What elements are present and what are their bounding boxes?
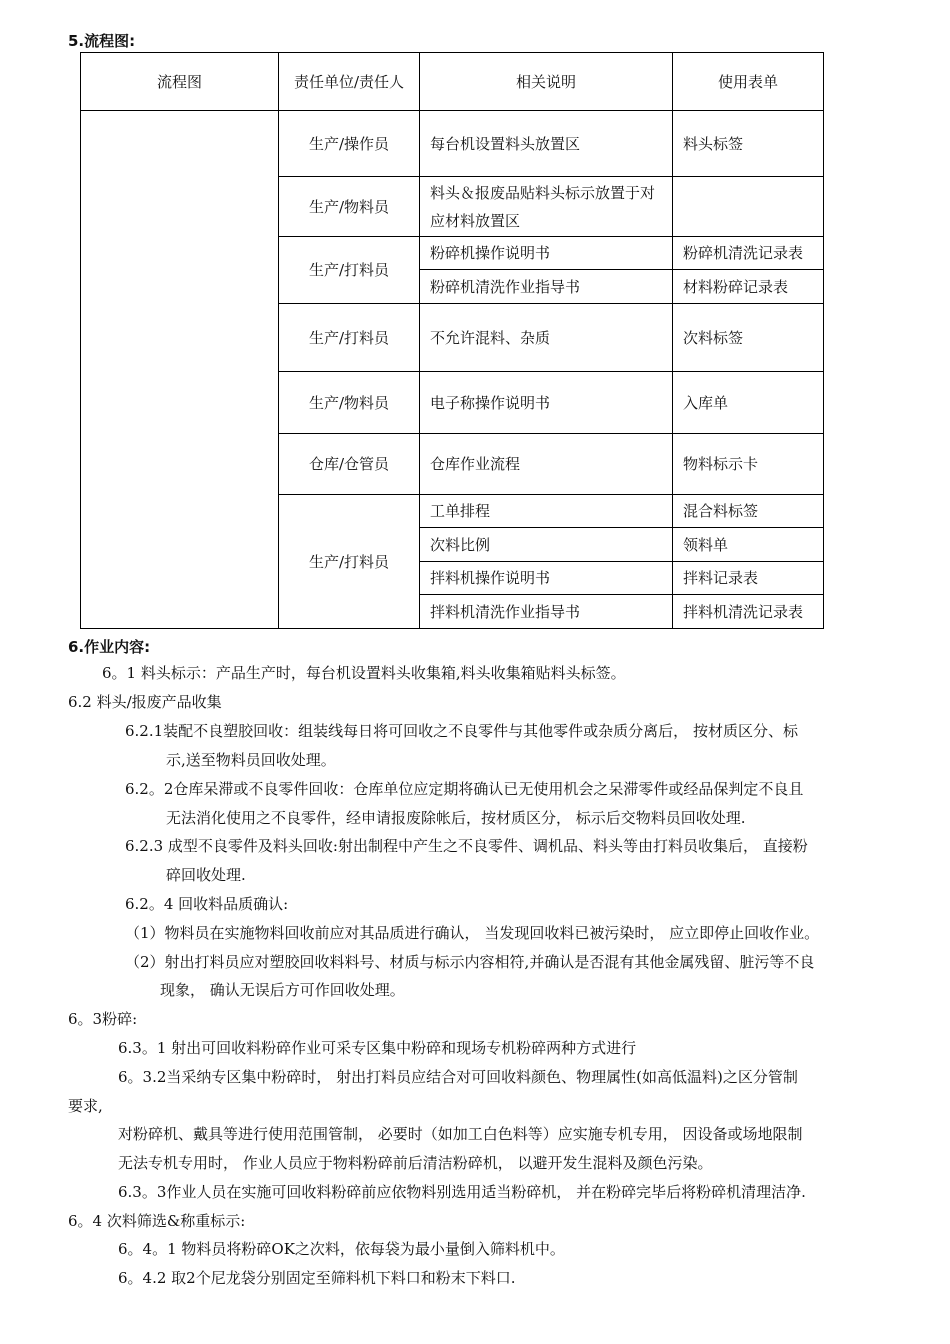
desc-cell: 料头＆报废品贴料头标示放置于对应材料放置区	[420, 177, 673, 237]
desc-cell: 粉碎机清洗作业指导书	[420, 270, 673, 304]
form-cell: 拌料机清洗记录表	[673, 595, 824, 629]
heading-6-3: 6。3粉碎:	[68, 1010, 138, 1028]
desc-cell: 不允许混料、杂质	[420, 304, 673, 372]
paragraph-6-3-2-cont-2: 对粉碎机、戴具等进行使用范围管制， 必要时（如加工白色料等）应实施专机专用， 因设备或场地限制	[118, 1125, 803, 1143]
paragraph-6-3-2-cont-3: 无法专机专用时， 作业人员应于物料粉碎前后清洁粉碎机， 以避开发生混料及颜色污染。	[118, 1154, 713, 1172]
header-responsible: 责任单位/责任人	[279, 53, 420, 111]
paragraph-6-2-4: 6.2。4 回收料品质确认:	[125, 895, 289, 913]
paragraph-6-2-3: 6.2.3 成型不良零件及料头回收:射出制程中产生之不良零件、调机品、料头等由打料员收集后， 直接粉	[125, 837, 808, 855]
header-forms: 使用表单	[673, 53, 824, 111]
paragraph-6-2-1-cont: 示,送至物料员回收处理。	[166, 751, 336, 769]
paragraph-6-3-2-cont-1: 要求,	[68, 1097, 103, 1115]
paragraph-6-2-4-item-1: （1）物料员在实施物料回收前应对其品质进行确认， 当发现回收料已被污染时， 应立即停止回收作业。	[125, 924, 820, 942]
paragraph-6-4-2: 6。4.2 取2个尼龙袋分别固定至筛料机下料口和粉末下料口.	[118, 1269, 516, 1287]
paragraph-6-2-3-cont: 碎回收处理.	[166, 866, 246, 884]
paragraph-6-2-4-item-2-cont: 现象， 确认无误后方可作回收处理。	[160, 981, 405, 999]
paragraph-6-2-2-cont: 无法消化使用之不良零件，经申请报废除帐后，按材质区分， 标示后交物料员回收处理.	[166, 809, 746, 827]
paragraph-6-3-3: 6.3。3作业人员在实施可回收料粉碎前应依物料别选用适当粉碎机， 并在粉碎完毕后将粉碎机清理洁净.	[118, 1183, 806, 1201]
paragraph-6-2-2: 6.2。2仓库呆滞或不良零件回收：仓库单位应定期将确认已无使用机会之呆滞零件或经品保判定不良且	[125, 780, 804, 798]
heading-6-2: 6.2 料头/报废产品收集	[68, 693, 222, 711]
form-cell: 物料标示卡	[673, 434, 824, 495]
section-6-heading: 6.作业内容:	[68, 638, 151, 656]
paragraph-6-4-1: 6。4。1 物料员将粉碎OK之次料，依每袋为最小量倒入筛料机中。	[118, 1240, 565, 1258]
unit-cell: 仓库/仓管员	[279, 434, 420, 495]
desc-cell: 电子称操作说明书	[420, 372, 673, 434]
table-header-row	[81, 53, 824, 111]
header-flowchart: 流程图	[81, 53, 279, 111]
form-cell: 粉碎机清洗记录表	[673, 237, 824, 270]
table-row	[81, 111, 824, 177]
form-cell: 次料标签	[673, 304, 824, 372]
desc-cell: 仓库作业流程	[420, 434, 673, 495]
unit-cell: 生产/操作员	[279, 111, 420, 177]
paragraph-6-3-2: 6。3.2当采纳专区集中粉碎时， 射出打料员应结合对可回收料颜色、物理属性(如高低温料)之区分管制	[118, 1068, 798, 1086]
paragraph-6-1: 6。1 料头标示：产品生产时，每台机设置料头收集箱,料头收集箱贴料头标签。	[102, 664, 626, 682]
form-cell	[673, 177, 824, 237]
header-description: 相关说明	[420, 53, 673, 111]
desc-cell: 工单排程	[420, 495, 673, 528]
flowchart-cell	[81, 111, 279, 629]
unit-cell: 生产/物料员	[279, 372, 420, 434]
form-cell: 领料单	[673, 528, 824, 562]
unit-cell: 生产/打料员	[279, 237, 420, 304]
section-5-heading: 5.流程图:	[68, 32, 136, 50]
desc-cell: 拌料机操作说明书	[420, 562, 673, 595]
paragraph-6-2-4-item-2: （2）射出打料员应对塑胶回收料料号、材质与标示内容相符,并确认是否混有其他金属残留、脏污等不良	[125, 953, 815, 971]
unit-cell: 生产/物料员	[279, 177, 420, 237]
desc-cell: 粉碎机操作说明书	[420, 237, 673, 270]
desc-cell: 拌料机清洗作业指导书	[420, 595, 673, 629]
form-cell: 料头标签	[673, 111, 824, 177]
desc-cell: 每台机设置料头放置区	[420, 111, 673, 177]
paragraph-6-3-1: 6.3。1 射出可回收料粉碎作业可采专区集中粉碎和现场专机粉碎两种方式进行	[118, 1039, 637, 1057]
unit-cell: 生产/打料员	[279, 304, 420, 372]
heading-6-4: 6。4 次料筛选&称重标示:	[68, 1212, 246, 1230]
form-cell: 混合料标签	[673, 495, 824, 528]
unit-cell: 生产/打料员	[279, 495, 420, 629]
form-cell: 拌料记录表	[673, 562, 824, 595]
form-cell: 材料粉碎记录表	[673, 270, 824, 304]
paragraph-6-2-1: 6.2.1装配不良塑胶回收：组装线每日将可回收之不良零件与其他零件或杂质分离后， 按材质区分、标	[125, 722, 798, 740]
desc-cell: 次料比例	[420, 528, 673, 562]
form-cell: 入库单	[673, 372, 824, 434]
flow-chart-table	[80, 52, 824, 629]
